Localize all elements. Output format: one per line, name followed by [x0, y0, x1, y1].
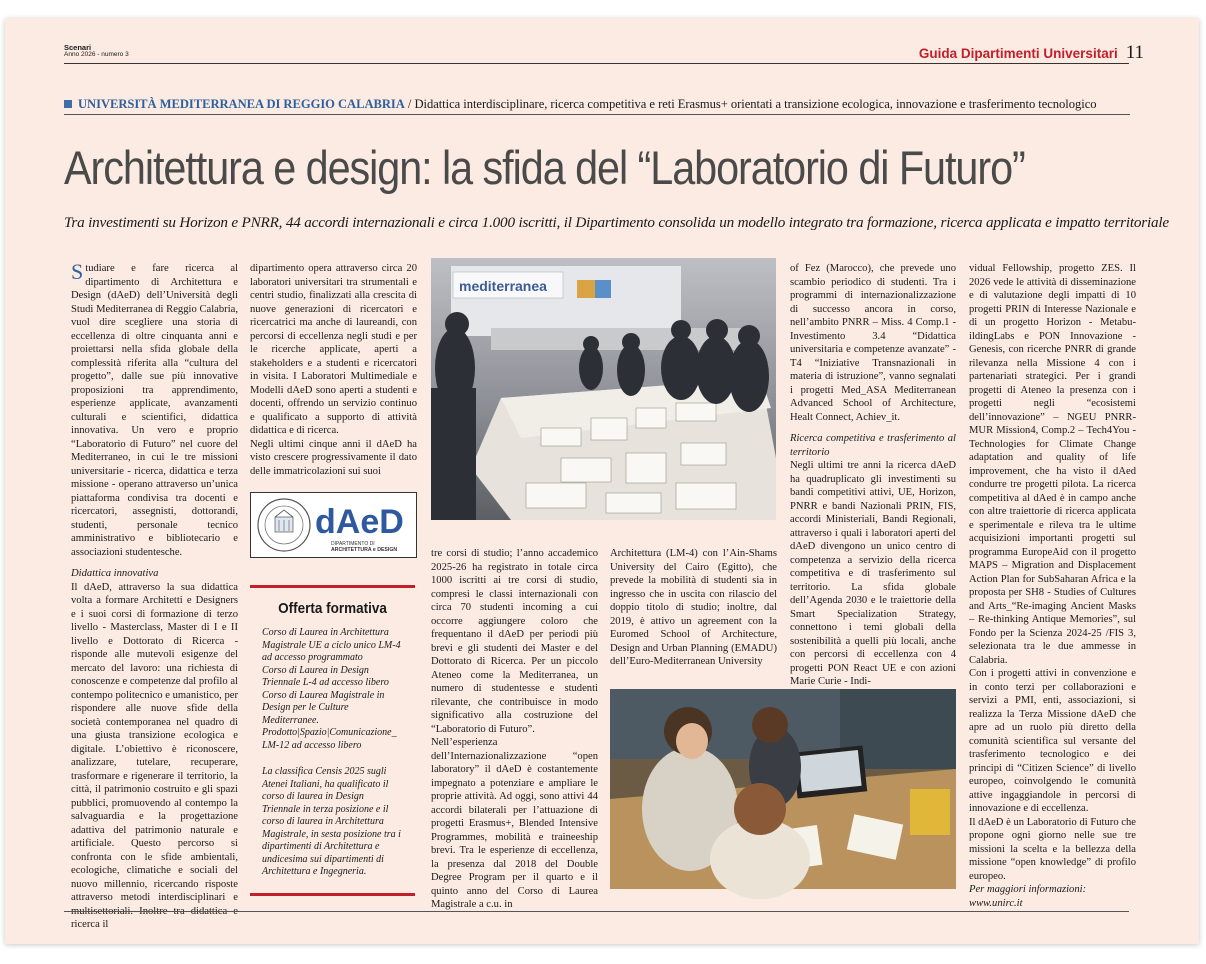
lead-paragraph: Studiare e fare ricerca al dipartimento di Architettura e Design (dAeD) dell’Università degli Studi Mediterranea di Reggio Calabria, vuol dire scegliere una storia di eccellenza di oltre cinquanta anni e proiettarsi nella sfida globale della complessità riferita alla “cultura del progetto”, dalle sue più innovative proposizioni tra apprendimento, esperienze applicate, avanzamenti culturali e scientifici, didattica innovativa. Un vero e proprio “Laboratorio di Futuro” nel cuore del Mediterraneo, in cui le tre missioni universitarie - ricerca, didattica e terza missione - operano attraverso un’unica piattaforma condivisa tra docenti e ricercatori, assegnisti, dottorandi, studenti, personale tecnico amministrativo e bibliotecario e associazioni studentesche.	[71, 259, 238, 558]
paragraph: dipartimento opera attraverso circa 20 laboratori universitari tra strumentali e centri studio, finalizzati alla crescita di nuove generazioni di ricercatori e ricercatrici ma anche di laureandi, con percorsi di eccellenza negli studi e per le ricerche applicate, aperti a stakeholders e a studenti e ricercatori in visita. I Laboratori Multimediale e Modelli dAeD sono aperti a studenti e docenti, offrendo un servizio continuo e qualificato a supporto di attività didattica e di ricerca.	[250, 263, 417, 436]
square-bullet-icon	[64, 100, 72, 108]
paragraph: tre corsi di studio; l’anno accademico 2025-26 ha registrato in totale circa 1000 iscritti ai tre corsi di studio, compresi le classi internazionali con circa 70 studenti incoming a cui occorre aggiungere coloro che frequentano il dAeD per periodi più brevi e gli studenti dei Master e del Dottorato di Ricerca. Per un piccolo Ateneo come la Mediterranea, un numero di studentesse e studenti rilevante, che contribuisce in modo significativo alla costruzione del “Laboratorio di Futuro”.	[431, 548, 598, 735]
section-title: Guida Dipartimenti Universitari	[918, 46, 1118, 61]
daed-mark: dAeD	[315, 503, 404, 541]
paragraph: Negli ultimi cinque anni il dAeD ha visto crescere progressivamente il dato delle immatricolazioni sui suoi	[250, 438, 417, 477]
university-seal-icon	[251, 493, 416, 557]
article-title: Architettura e design: la sfida del “Laboratorio di Futuro”	[64, 141, 1025, 194]
paragraph: Architettura (LM-4) con l’Ain-Shams University del Cairo (Egitto), che prevede la mobilità di studenti sia in ingresso che in uscita con rilascio del doppio titolo di studio; inoltre, dal 2019, è attivo un agreement con la Euromed School of Architecture, Design and Urban Planning (EMADU) dell’Euro-Mediterranean University	[610, 548, 777, 667]
text-column-3	[431, 547, 598, 910]
text-column-4	[610, 547, 777, 672]
course-item: Corso di Laurea in Architettura Magistrale UE a ciclo unico LM-4 ad accesso programmato	[262, 627, 401, 663]
issue-info: Anno 2026 - numero 3	[64, 50, 129, 58]
offerta-title: Offerta formativa	[278, 600, 387, 617]
paragraph: Negli ultimi tre anni la ricerca dAeD ha quadruplicato gli investimenti su bandi competitivi attivi, UE, Horizon, PNRR e bandi Nazionali PRIN, FIS, accordi Ministeriali, Bandi Regionali, attraverso i quali i laboratori aperti del dAeD divengono un unico centro di competenza a servizio della ricerca competitiva e di trasferimento sul territorio. La sfida globale dell’Agenda 2030 e le traiettorie della Smart Specialization Strategy, connettono i temi globali della sostenibilità a quelli più locali, anche con percorsi di eccellenza con 4 progetti PON React UE e con azioni Marie Curie - Indi-	[790, 460, 956, 687]
kicker-tagline: / Didattica interdisciplinare, ricerca competitiva e reti Erasmus+ orientati a transizione ecologica, innovazione e trasferimento tecnologico	[407, 97, 1097, 111]
subheading-ricerca: Ricerca competitiva e trasferimento al territorio	[790, 433, 956, 458]
page-number: 11	[1125, 42, 1144, 63]
logo-line-2: ARCHITETTURA e DESIGN	[331, 547, 398, 553]
mediterranea-sign: mediterranea	[459, 278, 547, 294]
paragraph: of Fez (Marocco), che prevede uno scambio periodico di studenti. Tra i programmi di internazionalizzazione di successo ancora in corso, nell’ambito PNRR – Miss. 4 Comp.1 - Investimento 3.4 “Didattica universitaria e competenze avanzate” - T4 “Iniziative Transnazionali in materia di istruzione”, vanno segnalati i progetti Med_ASA Mediterranean Advanced School of Architecture, Healt Connect, Achiev_it.	[790, 263, 956, 423]
article-subtitle: Tra investimenti su Horizon e PNRR, 44 accordi internazionali e circa 1.000 iscritti, il Dipartimento consolida un modello integrato tra formazione, ricerca applicata e impatto territoriale	[64, 214, 1169, 231]
page-header	[919, 42, 1144, 64]
university-name: UNIVERSITÀ MEDITERRANEA DI REGGIO CALABRIA	[78, 97, 405, 111]
course-item: Corso di Laurea Magistrale in Design per le Culture Mediterranee. Prodotto|Spazio|Comunicazione_ LM-12 ad accesso libero	[262, 689, 397, 751]
course-list	[262, 627, 403, 752]
offerta-formativa-box	[250, 585, 415, 896]
footer-rule	[64, 911, 1129, 912]
text-column-1	[71, 259, 238, 930]
more-info-label: Per maggiori informazioni:	[969, 884, 1087, 895]
text-column-2	[250, 262, 417, 477]
website-link[interactable]: www.unirc.it	[969, 897, 1023, 909]
publication-name: Scenari	[64, 43, 92, 52]
logo-line-1: DIPARTIMENTO DI	[331, 541, 375, 547]
article-kicker	[64, 97, 1130, 115]
censis-note: La classifica Censis 2025 sugli Atenei Italiani, ha qualificato il corso di laurea in Design Triennale in terza posizione e il corso di laurea in Architettura Magistrale, in sesta posizione tra i dipartimenti di Architettura e undicesima sui dipartimenti di Architettura e Ingegneria.	[262, 766, 401, 877]
course-item: Corso di Laurea in Design Triennale L-4 ad accesso libero	[262, 664, 389, 688]
daed-logo	[250, 492, 417, 558]
paragraph: Con i progetti attivi in convenzione e in conto terzi per collaborazioni e servizi a PMI, enti, associazioni, si realizza la Terza Missione dAeD che apre ad un ruolo più diretto della comunità scientifica sul versante del trasferimento tecnologico e dei principi di “Citizen Science” di livello europeo, coinvolgendo le comunità attive ingaggiandole in percorsi di innovazione e di eccellenza.	[969, 668, 1136, 814]
text-column-6	[969, 262, 1136, 909]
text-column-5	[790, 262, 956, 687]
header-rule	[64, 63, 1129, 64]
masthead	[64, 44, 129, 59]
paragraph: Il dAeD, attraverso la sua didattica volta a formare Architetti e Designers e i suoi corsi di formazione di terzo livello - Masterclass, Master di I e II livello e Dottorato di Ricerca - risponde alle mutevoli esigenze del mercato del lavoro: una richiesta di conoscenze e competenze dal profilo al contempo politecnico e umanistico, per rispondere alle nuove sfide della società contemporanea nel quadro di una giusta transizione ecologica e digitale. L’obiettivo è riconoscere, analizzare, tutelare, recuperare, trasformare e rigenerare il territorio, la città, il patrimonio costruito e gli spazi pubblici, promuovendo al contempo la salvaguardia e la progettazione adattiva del patrimonio naturale e artificiale. Questo percorso si confronta con le sfide ambientali, ecologiche, climatiche e sociali del nuovo millennio, ricercando risposte attraverso metodi interdisciplinari e multisettoriali. Inoltre tra didattica e ricerca il	[71, 581, 238, 930]
paragraph: Nell’esperienza dell’Internazionalizzazione “open laboratory” il dAeD è costantemente impegnato a potenziare e ampliare le proprie attività. Ad oggi, sono attivi 44 accordi bilaterali per l’attuazione di progetti Erasmus+, Blended Intensive Programmes, mobilità e traineeship brevi. Tra le esperienze di eccellenza, la presenza dal 2018 del Double Degree Program per il quarto e il quinto anno del Corso di Laurea Magistrale a c.u. in	[431, 737, 598, 910]
students-photo	[610, 689, 956, 889]
paragraph: Il dAeD è un Laboratorio di Futuro che propone ogni giorno nelle sue tre missioni la scelta e la bellezza della missione “open knowledge” di profilo europeo.	[969, 816, 1136, 882]
paragraph: vidual Fellowship, progetto ZES. Il 2026 vede le attività di disseminazione e di valutazione degli impatti di 10 progetti PRIN di Interesse Nazionale e di un progetto Horizon - Metabu-ildingLabs e PON Innovazione - Genesis, con ricerche PNRR di grande rilevanza nella Missione 4 con i partenariati strategici. Per i grandi progetti di Ateneo la presenza con i progetti negli “ecosistemi dell’innovazione” – NGEU PNRR- MUR Mission4, Comp.2 – Tech4You - Technologies for Climate Change adaptation and quality of life improvement, che ha visto il dAed condurre tre progetti pilota. La ricerca competitiva al dAed è in campo anche con altre traiettorie di ricerca applicata e sperimentale e rileva tra le ultime acquisizioni importanti progetti sul programma EuropeAid con il progetto MAPS – Migration and Displacement Action Plan for SubSaharan Africa e la proposta per SH8 - Studies of Cultures and Arts_“Re-imaging Ancient Masks – Re-thinking Antique Memories”, sul Fondo per la Scienza 2024-25 /FIS 3, selezionata tra le due ammesse in Calabria.	[969, 263, 1136, 666]
exhibition-photo	[431, 258, 776, 520]
subheading-didattica: Didattica innovativa	[71, 568, 159, 579]
